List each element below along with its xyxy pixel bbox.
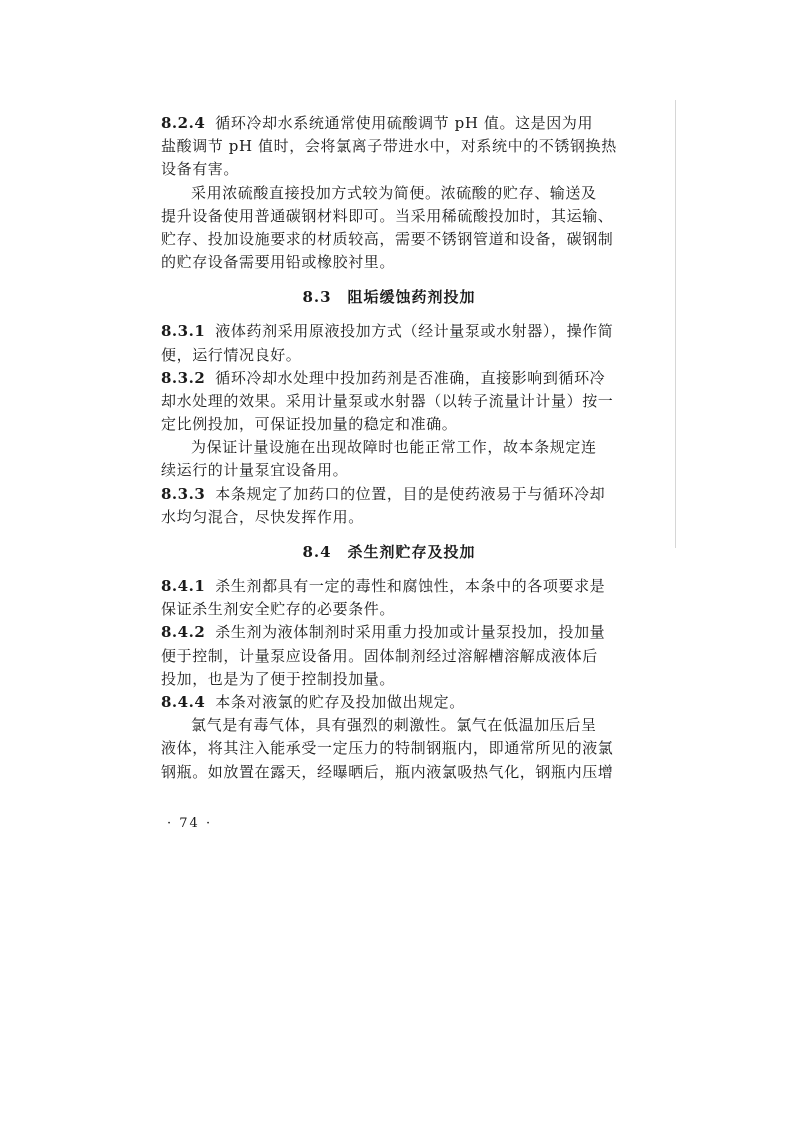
clause-8-2-4-line-1: 8.2.4 循环冷却水系统通常使用硫酸调节 pH 值。这是因为用: [161, 114, 594, 132]
section-heading-8-3: [161, 274, 617, 320]
paragraph-line: 氯气是有毒气体，具有强烈的刺激性。氯气在低温加压后呈: [191, 716, 597, 735]
clause-number: 8.2.4: [161, 114, 206, 132]
clause-number: 8.4.4: [161, 692, 206, 711]
body-text: [161, 112, 617, 784]
paragraph-line: 便，运行情况良好。: [161, 345, 302, 364]
paragraph-line: 提升设备使用普通碳钢材料即可。当采用稀硫酸投加时，其运输、: [161, 206, 614, 225]
paragraph-line: 液体，将其注入能承受一定压力的特制钢瓶内，即通常所见的液氯: [161, 739, 614, 758]
paragraph-line: 设备有害。: [161, 160, 240, 179]
paragraph-line: 采用浓硫酸直接投加方式较为简便。浓硫酸的贮存、输送及: [191, 183, 597, 202]
section-heading-8-4: [161, 529, 617, 575]
paragraph-line: 水均匀混合，尽快发挥作用。: [161, 507, 364, 526]
paragraph-line: 投加，也是为了便于控制投加量。: [161, 669, 396, 688]
page-number: · 74 ·: [167, 816, 213, 831]
clause-8-3-1-line-1: 8.3.1 液体药剂采用原液投加方式（经计量泵或水射器），操作简: [161, 322, 614, 341]
paragraph-line: 便于控制，计量泵应设备用。固体制剂经过溶解槽溶解成液体后: [161, 646, 598, 665]
section-number: 8.3: [302, 288, 332, 307]
clause-8-4-2-line-1: 8.4.2 杀生剂为液体制剂时采用重力投加或计量泵投加，投加量: [161, 623, 606, 642]
section-title: 杀生剂贮存及投加: [347, 543, 476, 561]
clause-8-4-4-line-1: 8.4.4 本条对液氯的贮存及投加做出规定。: [161, 692, 465, 711]
clause-number: 8.3.2: [161, 368, 206, 387]
section-title: 阻垢缓蚀药剂投加: [347, 288, 476, 307]
page-edge-line: [675, 100, 676, 548]
paragraph-line: 却水处理的效果。采用计量泵或水射器（以转子流量计计量）按一: [161, 391, 614, 410]
clause-8-4-1-line-1: 8.4.1 杀生剂都具有一定的毒性和腐蚀性，本条中的各项要求是: [161, 577, 606, 595]
clause-number: 8.4.2: [161, 623, 206, 642]
paragraph-line: 续运行的计量泵宜设备用。: [161, 461, 349, 480]
paragraph-line: 贮存、投加设施要求的材质较高，需要不锈钢管道和设备，碳钢制: [161, 229, 614, 248]
clause-8-3-2-line-1: 8.3.2 循环冷却水处理中投加药剂是否准确，直接影响到循环冷: [161, 368, 606, 387]
clause-number: 8.3.3: [161, 484, 206, 503]
paragraph-line: 盐酸调节 pH 值时，会将氯离子带进水中，对系统中的不锈钢换热: [161, 137, 617, 156]
paragraph-line: 保证杀生剂安全贮存的必要条件。: [161, 600, 396, 619]
paragraph-line: 定比例投加，可保证投加量的稳定和准确。: [161, 415, 458, 434]
paragraph-line: 的贮存设备需要用铅或橡胶衬里。: [161, 253, 396, 272]
paragraph-line: 钢瓶。如放置在露天，经曝晒后，瓶内液氯吸热气化，钢瓶内压增: [161, 762, 614, 781]
clause-8-3-3-line-1: 8.3.3 本条规定了加药口的位置，目的是使药液易于与循环冷却: [161, 484, 606, 503]
paragraph-line: 为保证计量设施在出现故障时也能正常工作，故本条规定连: [191, 438, 597, 457]
clause-number: 8.4.1: [161, 577, 206, 595]
clause-number: 8.3.1: [161, 322, 206, 341]
section-number: 8.4: [302, 543, 332, 561]
